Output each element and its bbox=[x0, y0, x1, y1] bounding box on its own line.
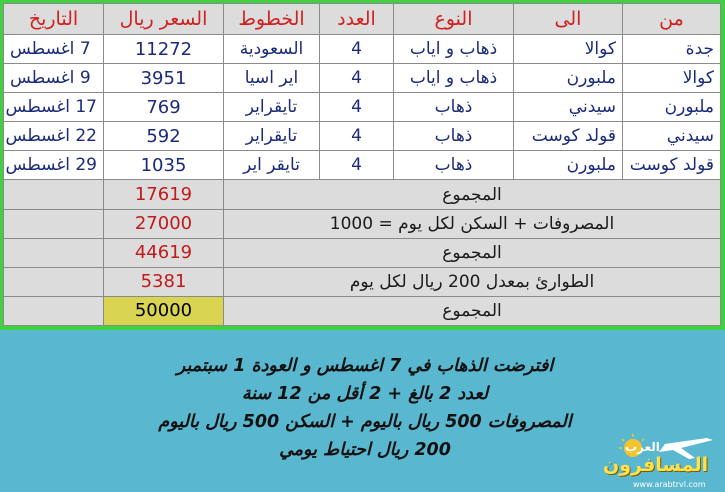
cell-to: سيدني bbox=[514, 93, 623, 122]
cell-count: 4 bbox=[320, 64, 394, 93]
cell-type: ذهاب bbox=[394, 93, 514, 122]
cell-type: ذهاب و اياب bbox=[394, 35, 514, 64]
cell-date: 9 اغسطس bbox=[4, 64, 104, 93]
summary-empty bbox=[4, 296, 104, 325]
table-row bbox=[4, 35, 721, 64]
cell-price: 769 bbox=[104, 93, 224, 122]
table-row bbox=[4, 64, 721, 93]
summary-empty bbox=[4, 180, 104, 209]
cell-date: 22 اغسطس bbox=[4, 122, 104, 151]
header-count: العدد bbox=[320, 4, 394, 35]
cell-count: 4 bbox=[320, 151, 394, 180]
summary-value: 17619 bbox=[104, 180, 224, 209]
cell-count: 4 bbox=[320, 35, 394, 64]
cell-price: 3951 bbox=[104, 64, 224, 93]
summary-label: المجموع bbox=[224, 180, 721, 209]
cell-from: ملبورن bbox=[623, 93, 721, 122]
header-airline: الخطوط bbox=[224, 4, 320, 35]
header-price: السعر ريال bbox=[104, 4, 224, 35]
cell-count: 4 bbox=[320, 93, 394, 122]
trip-cost-table bbox=[3, 3, 721, 326]
cell-to: كوالا bbox=[514, 35, 623, 64]
summary-row bbox=[4, 267, 721, 296]
cell-to: ملبورن bbox=[514, 64, 623, 93]
summary-empty bbox=[4, 209, 104, 238]
header-date: التاريخ bbox=[4, 4, 104, 35]
cell-from: كوالا bbox=[623, 64, 721, 93]
cell-airline: تايقراير bbox=[224, 93, 320, 122]
cell-date: 7 اغسطس bbox=[4, 35, 104, 64]
table-row bbox=[4, 122, 721, 151]
summary-label: المجموع bbox=[224, 296, 721, 325]
note-line: افترضت الذهاب في 7 اغسطس و العودة 1 سبتمبر bbox=[176, 356, 554, 376]
cell-date: 17 اغسطس bbox=[4, 93, 104, 122]
note-line: المصروفات 500 ريال باليوم + السكن 500 ريال باليوم bbox=[158, 412, 572, 432]
grand-total-value: 50000 bbox=[104, 296, 224, 325]
cell-airline: اير اسيا bbox=[224, 64, 320, 93]
summary-label: المصروفات + السكن لكل يوم = 1000 bbox=[224, 209, 721, 238]
cell-count: 4 bbox=[320, 122, 394, 151]
header-to: الى bbox=[514, 4, 623, 35]
cell-to: قولد كوست bbox=[514, 122, 623, 151]
cell-airline: السعودية bbox=[224, 35, 320, 64]
logo-main-text: المسافرون bbox=[603, 454, 709, 476]
note-line: لعدد 2 بالغ + 2 أقل من 12 سنة bbox=[241, 384, 489, 404]
summary-row bbox=[4, 296, 721, 325]
header-type: النوع bbox=[394, 4, 514, 35]
cell-price: 1035 bbox=[104, 151, 224, 180]
table-header-row bbox=[4, 4, 721, 35]
table-row bbox=[4, 93, 721, 122]
cell-type: ذهاب bbox=[394, 122, 514, 151]
cell-from: سيدني bbox=[623, 122, 721, 151]
note-line: 200 ريال احتياط يومي bbox=[279, 440, 451, 460]
summary-label: الطوارئ بمعدل 200 ريال لكل يوم bbox=[224, 267, 721, 296]
summary-row bbox=[4, 209, 721, 238]
summary-label: المجموع bbox=[224, 238, 721, 267]
summary-empty bbox=[4, 238, 104, 267]
cell-from: قولد كوست bbox=[623, 151, 721, 180]
table-row bbox=[4, 151, 721, 180]
logo-url: www.arabtrvl.com bbox=[633, 480, 706, 489]
summary-value: 5381 bbox=[104, 267, 224, 296]
logo-top-text: العرب bbox=[625, 440, 660, 454]
cell-type: ذهاب bbox=[394, 151, 514, 180]
site-logo bbox=[595, 430, 723, 490]
cell-type: ذهاب و اياب bbox=[394, 64, 514, 93]
cell-date: 29 اغسطس bbox=[4, 151, 104, 180]
cell-price: 11272 bbox=[104, 35, 224, 64]
cell-from: جدة bbox=[623, 35, 721, 64]
summary-row bbox=[4, 238, 721, 267]
summary-row bbox=[4, 180, 721, 209]
summary-value: 44619 bbox=[104, 238, 224, 267]
cell-airline: تايقر اير bbox=[224, 151, 320, 180]
cell-airline: تايقراير bbox=[224, 122, 320, 151]
trip-notes bbox=[80, 352, 650, 464]
summary-value: 27000 bbox=[104, 209, 224, 238]
cell-price: 592 bbox=[104, 122, 224, 151]
header-from: من bbox=[623, 4, 721, 35]
summary-empty bbox=[4, 267, 104, 296]
cell-to: ملبورن bbox=[514, 151, 623, 180]
